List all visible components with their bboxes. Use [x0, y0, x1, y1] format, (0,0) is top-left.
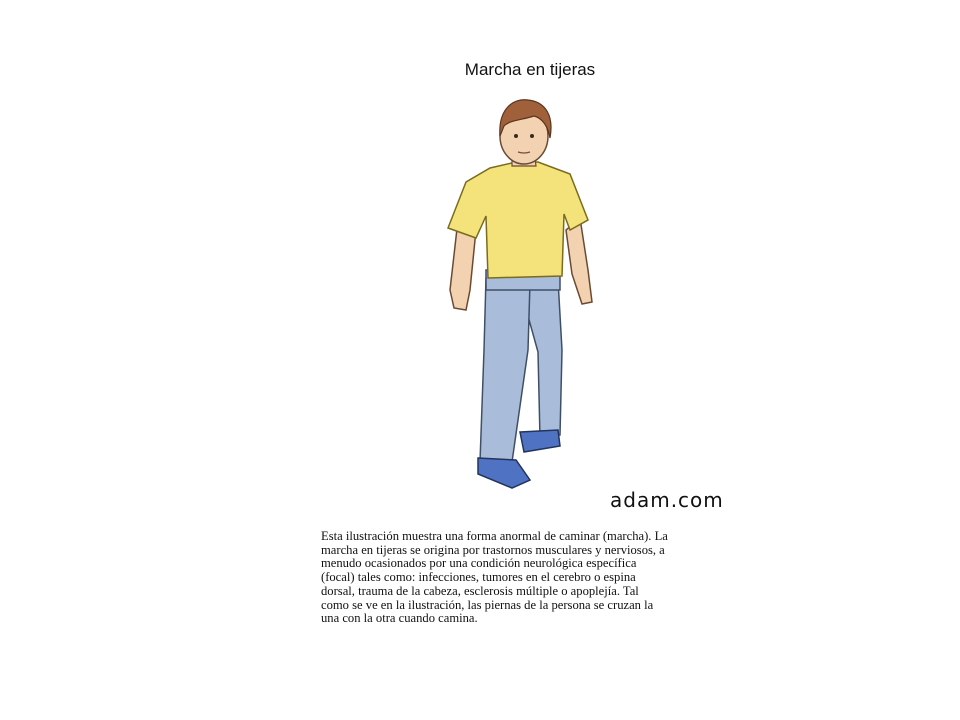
scissor-gait-figure [420, 90, 620, 500]
caption-text [321, 530, 731, 626]
left-eye [514, 134, 518, 138]
back-shoe [520, 430, 560, 452]
right-eye [530, 134, 534, 138]
caption-line: (focal) tales como: infecciones, tumores en el cerebro o espina [321, 570, 636, 585]
caption-line: menudo ocasionados por una condición neurológica específica [321, 556, 637, 571]
watermark: adam.com [610, 488, 724, 512]
caption-line: dorsal, trauma de la cabeza, esclerosis múltiple o apoplejía. Tal [321, 583, 639, 598]
page-title: Marcha en tijeras [464, 60, 596, 79]
caption-line: Esta ilustración muestra una forma anormal de caminar (marcha). La [321, 529, 668, 543]
caption-line: una con la otra cuando camina. [321, 611, 478, 626]
caption-line: como se ve en la ilustración, las piernas de la persona se cruzan la [321, 597, 654, 612]
front-shoe [478, 458, 530, 488]
caption-line: marcha en tijeras se origina por trastornos musculares y nerviosos, a [321, 542, 665, 557]
boy-walking-illustration [420, 90, 620, 500]
